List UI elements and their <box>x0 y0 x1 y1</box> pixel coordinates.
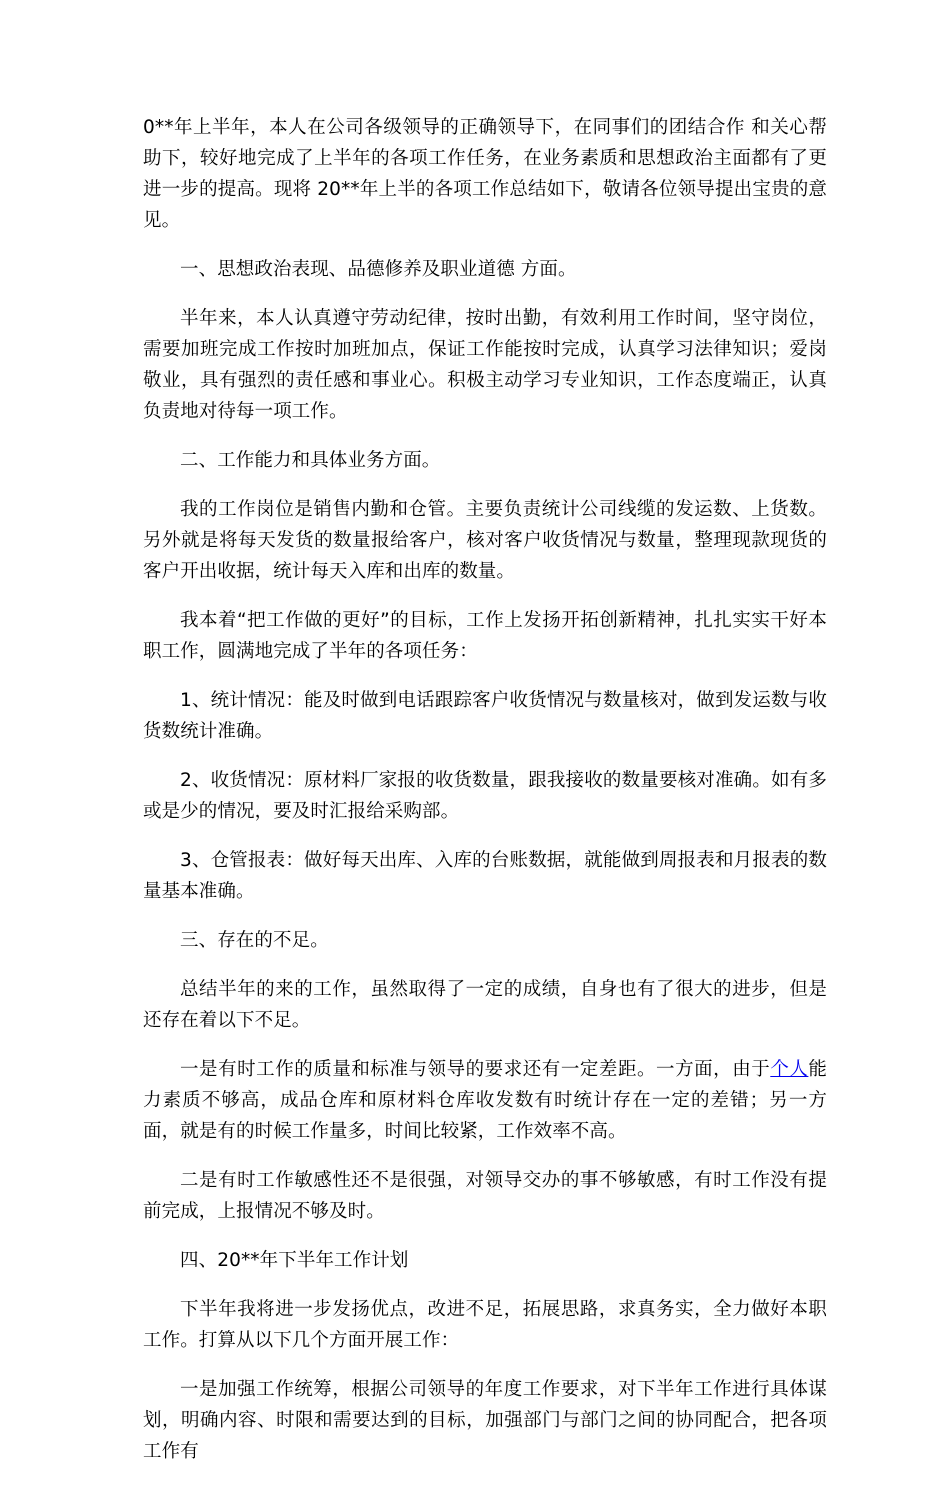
paragraph-shortcoming-2: 二是有时工作敏感性还不是很强，对领导交办的事不够敏感，有时工作没有提前完成，上报情况不够及时。 <box>143 1170 827 1222</box>
paragraph-section-3-body: 总结半年的来的工作，虽然取得了一定的成绩，自身也有了很大的进步，但是还存在着以下不足。 <box>143 979 827 1031</box>
heading-section-4: 四、20**年下半年工作计划 <box>180 1250 409 1271</box>
list-item-1: 1、统计情况：能及时做到电话跟踪客户收货情况与数量核对，做到发运数与收货数统计准确。 <box>143 690 827 742</box>
paragraph-section-2-body-1: 我的工作岗位是销售内勤和仓管。主要负责统计公司线缆的发运数、上货数。另外就是将每天发货的数量报给客户，核对客户收货情况与数量，整理现款现货的客户开出收据，统计每天入库和出库的数量。 <box>143 499 827 582</box>
paragraph-intro: 0**年上半年，本人在公司各级领导的正确领导下，在同事们的团结合作 和关心帮助下，较好地完成了上半年的各项工作任务，在业务素质和思想政治主面都有了更进一步的提高。现将 20**年上半的各项工作总结如下，敬请各位领导提出宝贵的意见。 <box>143 117 827 231</box>
paragraph-section-2-body-2: 我本着“把工作做的更好”的目标，工作上发扬开拓创新精神，扎扎实实干好本职工作，圆满地完成了半年的各项任务： <box>143 610 827 662</box>
paragraph-plan-1: 一是加强工作统筹，根据公司领导的年度工作要求，对下半年工作进行具体谋划，明确内容、时限和需要达到的目标，加强部门与部门之间的协同配合，把各项工作有 <box>143 1379 827 1462</box>
heading-section-2: 二、工作能力和具体业务方面。 <box>180 450 441 471</box>
list-item-2: 2、收货情况：原材料厂家报的收货数量，跟我接收的数量要核对准确。如有多或是少的情况，要及时汇报给采购部。 <box>143 770 827 822</box>
list-item-3: 3、仓管报表：做好每天出库、入库的台账数据，就能做到周报表和月报表的数量基本准确。 <box>143 850 827 902</box>
personal-link[interactable]: 个人 <box>770 1059 809 1080</box>
shortcoming-1-text-before-link: 一是有时工作的质量和标准与领导的要求还有一定差距。一方面，由于 <box>180 1059 771 1080</box>
document-body <box>143 112 827 1485</box>
shortcoming-1-text-after-link: 能力素质不够高，成品仓库和原材料仓库收发数有时统计存在一定的差错；另一方面，就是有的时候工作量多，时间比较紧，工作效率不高。 <box>143 1059 828 1142</box>
paragraph-section-1-body: 半年来，本人认真遵守劳动纪律，按时出勤，有效利用工作时间，坚守岗位，需要加班完成工作按时加班加点，保证工作能按时完成，认真学习法律知识；爱岗敬业，具有强烈的责任感和事业心。积极主动学习专业知识，工作态度端正，认真负责地对待每一项工作。 <box>143 308 827 422</box>
paragraph-shortcoming-1 <box>143 1054 827 1147</box>
paragraph-section-4-body: 下半年我将进一步发扬优点，改进不足，拓展思路，求真务实，全力做好本职工作。打算从以下几个方面开展工作： <box>143 1299 827 1351</box>
heading-section-3: 三、存在的不足。 <box>180 930 329 951</box>
heading-section-1: 一、思想政治表现、品德修养及职业道德 方面。 <box>180 259 577 280</box>
